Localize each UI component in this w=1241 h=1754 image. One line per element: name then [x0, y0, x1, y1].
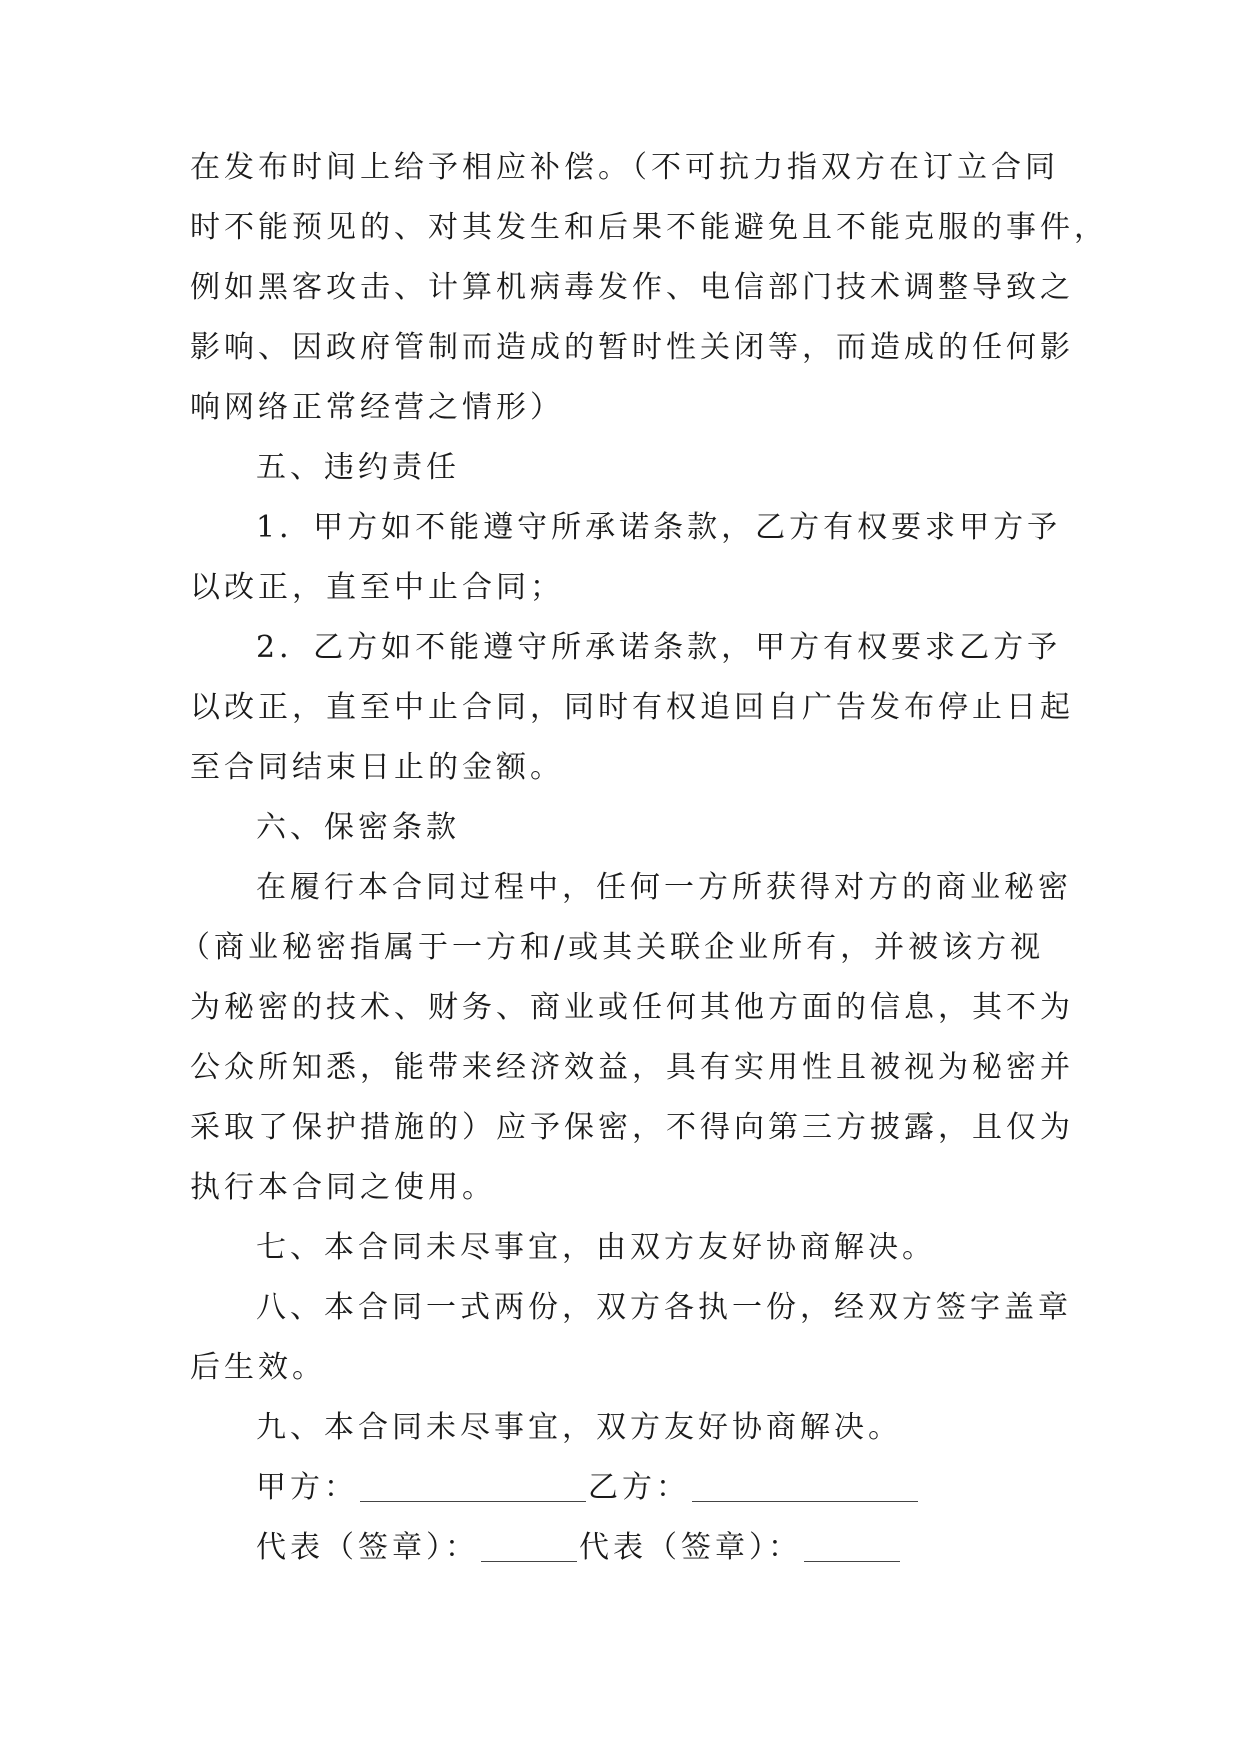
paragraph-line: 至合同结束日止的金额。	[190, 750, 564, 785]
paragraph-line: 响网络正常经营之情形）	[190, 390, 564, 425]
paragraph-line: 时不能预见的、对其发生和后果不能避免且不能克服的事件，	[190, 210, 1108, 245]
paragraph-line: （商业秘密指属于一方和/或其关联企业所有，并被该方视	[180, 930, 1045, 965]
signature-rep-row	[256, 1528, 902, 1568]
section-heading: 八、本合同一式两份，双方各执一份，经双方签字盖章	[256, 1290, 1072, 1325]
party-b-blank[interactable]	[692, 1471, 918, 1502]
rep-a-blank[interactable]	[481, 1531, 577, 1562]
party-b-label: 乙方：	[588, 1470, 690, 1505]
section-heading: 六、保密条款	[256, 810, 460, 845]
clause-line: 1．甲方如不能遵守所承诺条款，乙方有权要求甲方予	[256, 510, 1062, 545]
party-a-blank[interactable]	[360, 1471, 586, 1502]
paragraph-line: 例如黑客攻击、计算机病毒发作、电信部门技术调整导致之	[190, 270, 1074, 305]
rep-a-label: 代表（签章）：	[256, 1530, 479, 1565]
paragraph-line: 影响、因政府管制而造成的暂时性关闭等，而造成的任何影	[190, 330, 1074, 365]
paragraph-line: 执行本合同之使用。	[190, 1170, 496, 1205]
paragraph-line: 在发布时间上给予相应补偿。（不可抗力指双方在订立合同	[190, 150, 1059, 185]
clause-line: 2．乙方如不能遵守所承诺条款，甲方有权要求乙方予	[256, 630, 1062, 665]
section-heading: 七、本合同未尽事宜，由双方友好协商解决。	[256, 1230, 936, 1265]
section-heading: 五、违约责任	[256, 450, 460, 485]
signature-party-row	[256, 1468, 920, 1508]
paragraph-line: 以改正，直至中止合同，同时有权追回自广告发布停止日起	[190, 690, 1074, 725]
paragraph-line: 以改正，直至中止合同；	[190, 570, 564, 605]
section-heading: 九、本合同未尽事宜，双方友好协商解决。	[256, 1410, 902, 1445]
paragraph-line: 公众所知悉，能带来经济效益，具有实用性且被视为秘密并	[190, 1050, 1074, 1085]
rep-b-blank[interactable]	[804, 1531, 900, 1562]
rep-b-label: 代表（签章）：	[579, 1530, 802, 1565]
paragraph-line: 在履行本合同过程中，任何一方所获得对方的商业秘密	[256, 870, 1072, 905]
paragraph-line: 后生效。	[190, 1350, 326, 1385]
paragraph-line: 采取了保护措施的）应予保密，不得向第三方披露，且仅为	[190, 1110, 1074, 1145]
party-a-label: 甲方：	[256, 1470, 358, 1505]
paragraph-line: 为秘密的技术、财务、商业或任何其他方面的信息，其不为	[190, 990, 1074, 1025]
